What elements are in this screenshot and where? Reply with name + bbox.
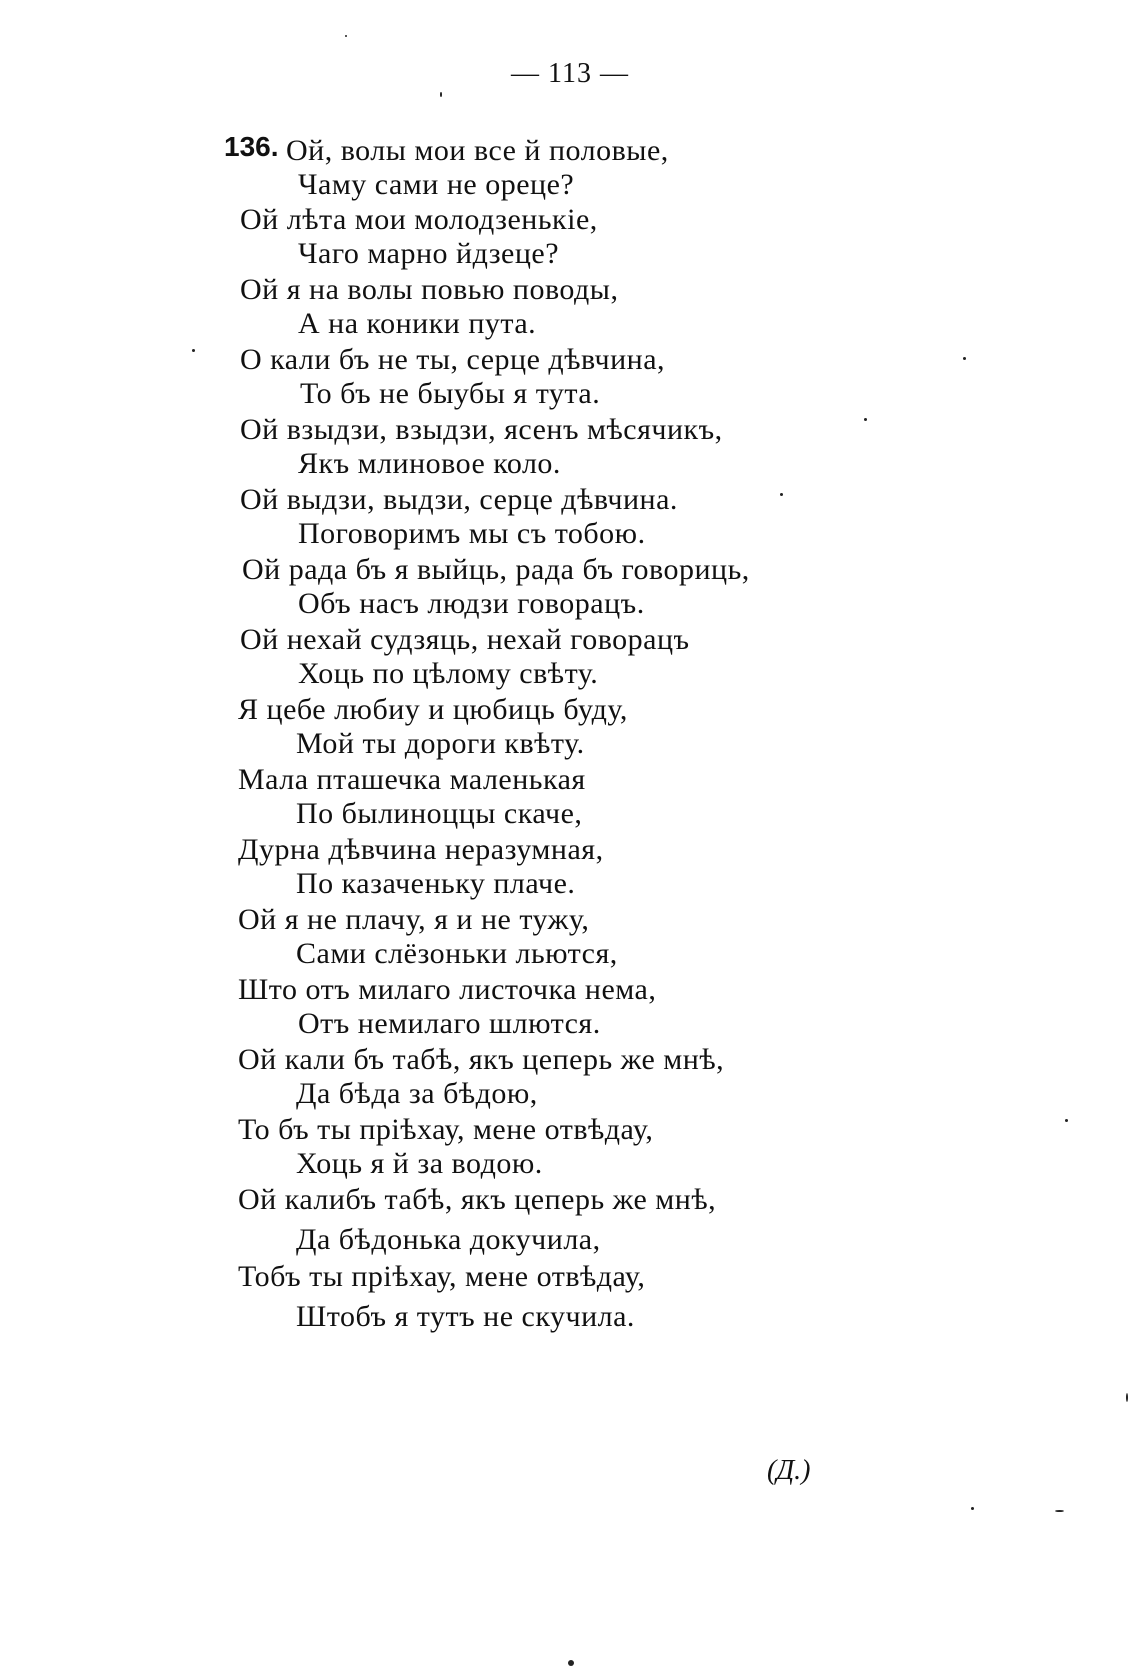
- verse-line: Мала пташечка маленькая: [238, 763, 586, 796]
- dust-speck: [345, 35, 347, 37]
- verse-line: По былиноццы скаче,: [296, 797, 583, 830]
- dust-speck: [1055, 1510, 1064, 1512]
- verse-line: Штобъ я тутъ не скучила.: [296, 1300, 635, 1333]
- verse-line: Хоць по цѣлому свѣту.: [298, 657, 599, 690]
- verse-line: То бъ ты пріѣхау, мене отвѣдау,: [238, 1113, 654, 1146]
- dust-speck: [780, 493, 783, 496]
- dust-speck: [568, 1660, 574, 1666]
- verse-line: Якъ млиновое коло.: [298, 447, 561, 480]
- verse-line: Ой я на волы повью поводы,: [240, 273, 619, 306]
- page-number: — 113 —: [511, 58, 629, 89]
- author-signature: (Д.): [767, 1455, 811, 1486]
- verse-line: Што отъ милаго листочка нема,: [238, 973, 657, 1006]
- verse-line: Чаго марно йдзеце?: [298, 237, 560, 270]
- verse-line: Ой калибъ табѣ, якъ цеперь же мнѣ,: [238, 1183, 717, 1216]
- verse-line: Объ насъ людзи говорацъ.: [298, 587, 645, 620]
- dust-speck: [864, 418, 867, 421]
- verse-line: Да бѣда за бѣдою,: [296, 1077, 538, 1110]
- verse-line: Ой кали бъ табѣ, якъ цеперь же мнѣ,: [238, 1043, 725, 1076]
- verse-line: Да бѣдонька докучила,: [296, 1223, 601, 1256]
- verse-line: А на коники пута.: [298, 307, 537, 340]
- verse-line: Ой взыдзи, взыдзи, ясенъ мѣсячикъ,: [240, 413, 723, 446]
- verse-line: Сами слёзоньки льются,: [296, 937, 618, 970]
- dust-speck: [971, 1507, 974, 1510]
- verse-line: Я цебе любиу и цюбиць буду,: [238, 693, 628, 726]
- verse-line: Поговоримъ мы съ тобою.: [298, 517, 646, 550]
- verse-line: Хоць я й за водою.: [296, 1147, 543, 1180]
- verse-line: Ой выдзи, выдзи, серце дѣвчина.: [240, 483, 678, 516]
- verse-line: О кали бъ не ты, серце дѣвчина,: [240, 343, 666, 376]
- verse-line: Чаму сами не ореце?: [298, 168, 575, 201]
- verse-line: Ой я не плачу, я и не тужу,: [238, 903, 590, 936]
- song-number: 136.: [224, 131, 279, 162]
- verse-line: Ой нехай судзяць, нехай говорацъ: [240, 623, 690, 656]
- dust-speck: [1065, 1119, 1068, 1122]
- verse-line: Ой, волы мои все й половые,: [286, 134, 669, 167]
- dust-speck: [192, 349, 195, 352]
- dust-speck: [1126, 1393, 1128, 1402]
- dust-speck: [440, 92, 442, 97]
- verse-line: Ой лѣта мои молодзенькіе,: [240, 203, 598, 236]
- verse-line: Отъ немилаго шлются.: [298, 1007, 601, 1040]
- verse-line: Тобъ ты пріѣхау, мене отвѣдау,: [238, 1260, 646, 1293]
- verse-line: Дурна дѣвчина неразумная,: [238, 833, 604, 866]
- dust-speck: [963, 357, 966, 360]
- verse-line: Мой ты дороги квѣту.: [296, 727, 585, 760]
- verse-line: Ой рада бъ я выйць, рада бъ говориць,: [242, 553, 750, 586]
- verse-line: То бъ не быубы я тута.: [300, 377, 601, 410]
- verse-line: По казаченьку плаче.: [296, 867, 576, 900]
